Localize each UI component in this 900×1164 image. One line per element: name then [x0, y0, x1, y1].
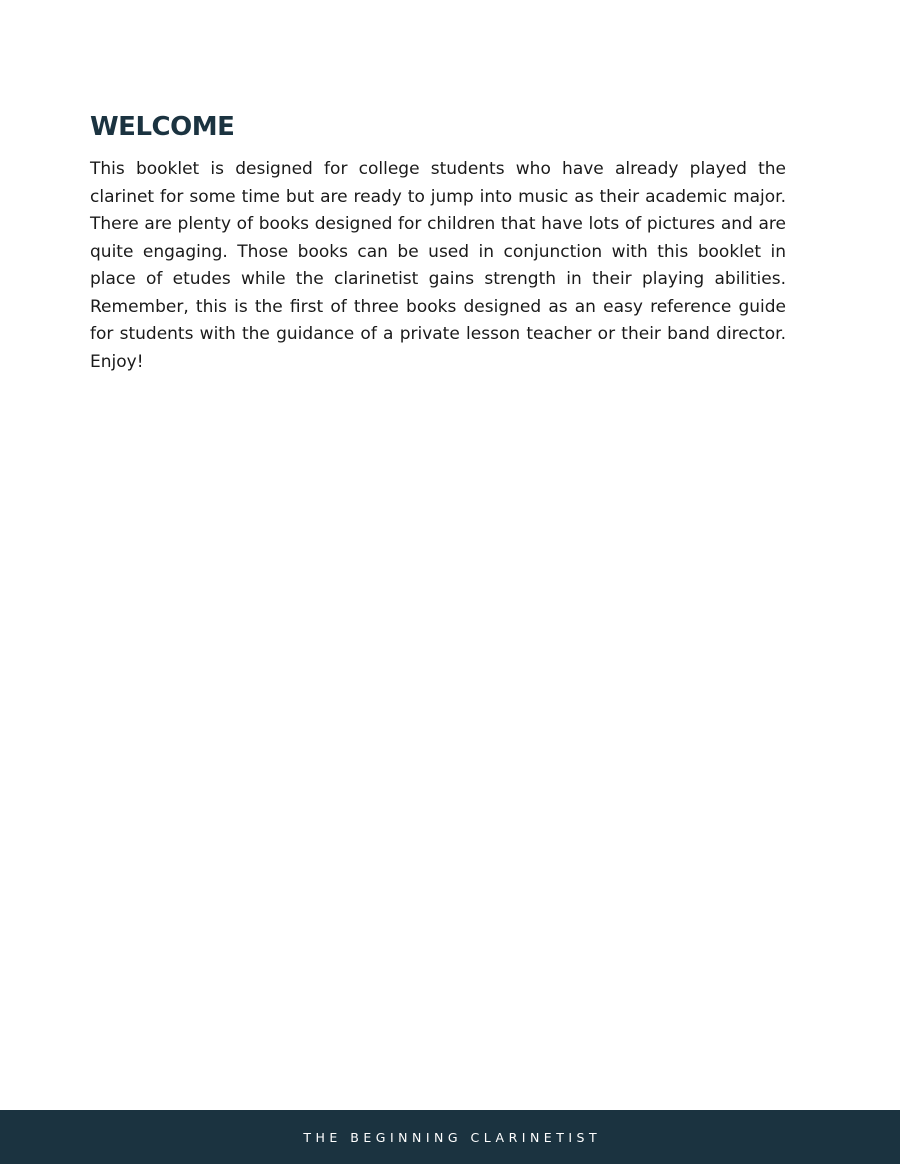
- section-heading: WELCOME: [90, 112, 235, 142]
- footer-title: THE BEGINNING CLARINETIST: [303, 1129, 602, 1145]
- welcome-paragraph: This booklet is designed for college students who have already played the clarinet for some time but are ready to jump into music as their academic major. There are plenty of books designed for children that have lots of pictures and are quite engaging. Those books can be used in conjunction with this booklet in place of etudes while the clarinetist gains strength in their playing abilities. Remember, this is the first of three books designed as an easy reference guide for students with the guidance of a private lesson teacher or their band director. Enjoy!: [90, 159, 786, 372]
- welcome-section: [90, 110, 786, 376]
- footer-bar: [0, 1110, 900, 1164]
